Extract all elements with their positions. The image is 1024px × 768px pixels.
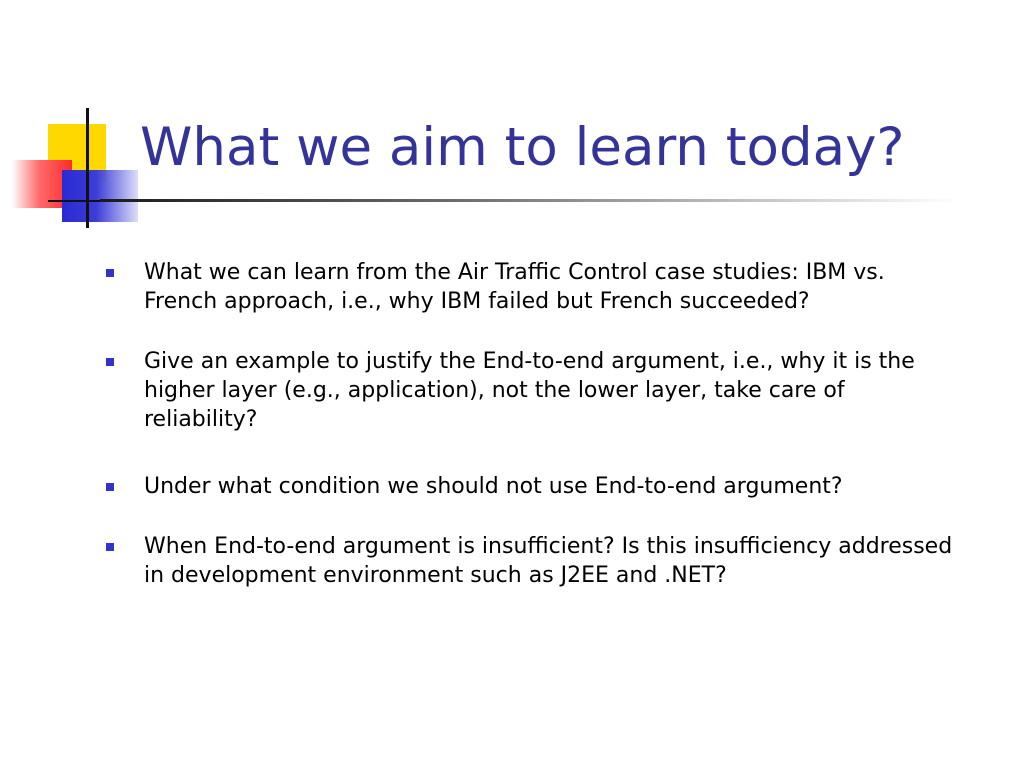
bullet-text: Give an example to justify the End-to-end argument, i.e., why it is the higher layer (e.g., application), not the lower layer, take care of reliability? — [144, 349, 915, 432]
bullet-item-1 — [104, 258, 964, 316]
bullet-text: Under what condition we should not use End-to-end argument? — [144, 474, 843, 499]
bullet-item-2 — [104, 347, 964, 434]
square-bullet-icon — [106, 483, 114, 491]
square-bullet-icon — [106, 543, 114, 551]
bullet-item-3 — [104, 472, 964, 501]
slide-title: What we aim to learn today? — [140, 117, 905, 178]
vertical-rule — [86, 108, 89, 228]
bullet-text: When End-to-end argument is insufficient? Is this insufficiency addressed in development environment such as J2EE and .NET? — [144, 534, 953, 588]
bullet-item-4 — [104, 532, 964, 590]
title-underline — [100, 199, 960, 202]
square-bullet-icon — [106, 269, 114, 277]
blue-square — [62, 170, 138, 222]
bullet-text: What we can learn from the Air Traffic Control case studies: IBM vs. French approach, i.e., why IBM failed but French succeeded? — [144, 260, 885, 314]
bullet-list — [104, 258, 964, 590]
square-bullet-icon — [106, 358, 114, 366]
